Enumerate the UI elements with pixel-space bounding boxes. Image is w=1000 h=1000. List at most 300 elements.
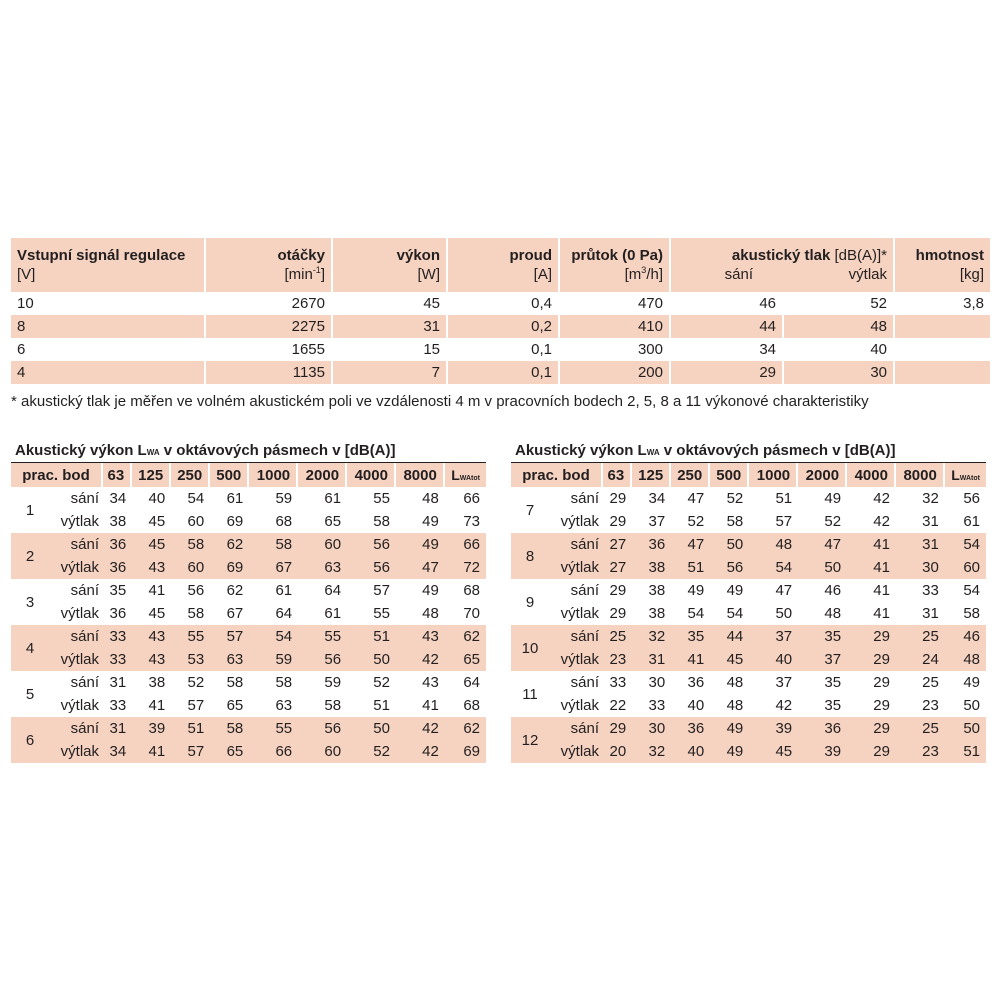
value-cell: 48 xyxy=(422,490,439,507)
value-cell: 55 xyxy=(324,628,342,645)
value-cell: 37 xyxy=(648,513,666,530)
value-cell: 41 xyxy=(873,559,890,576)
value-cell: 36 xyxy=(109,559,127,576)
value-cell: 29 xyxy=(873,697,890,714)
value-cell: 65 xyxy=(463,651,480,668)
value-cell: 59 xyxy=(275,651,293,668)
cell-signal: 8 xyxy=(11,315,206,338)
value-cell: 30 xyxy=(648,674,666,691)
cell-current: 0,1 xyxy=(448,361,560,384)
value-cell: 54 xyxy=(726,605,744,622)
value-cell: 40 xyxy=(775,651,793,668)
value-cell: 61 xyxy=(324,490,342,507)
performance-header-row xyxy=(11,238,990,292)
point-number: 9 xyxy=(525,593,535,611)
value-cell: 38 xyxy=(648,559,666,576)
value-cell: 34 xyxy=(109,490,127,507)
value-cell: 48 xyxy=(726,674,744,691)
value-cell: 61 xyxy=(275,582,293,599)
value-cell: 32 xyxy=(648,628,666,645)
value-cell: 49 xyxy=(726,582,744,599)
value-cell: 45 xyxy=(148,536,166,553)
value-cell: 33 xyxy=(109,697,127,714)
mode-label: výtlak xyxy=(560,697,599,714)
value-cell: 29 xyxy=(873,720,890,737)
mode-label: výtlak xyxy=(60,605,99,622)
value-cell: 45 xyxy=(148,605,166,622)
value-cell: 58 xyxy=(726,513,744,530)
mode-label: sání xyxy=(70,628,99,645)
value-cell: 41 xyxy=(422,697,439,714)
value-cell: 54 xyxy=(963,536,980,553)
table-row xyxy=(11,717,486,740)
value-cell: 46 xyxy=(963,628,980,645)
acoustic-title-left: Akustický výkon LWA v oktávových pásmech v [dB(A)] xyxy=(11,440,486,463)
table-row xyxy=(511,694,986,717)
acoustic-grid-left xyxy=(11,463,486,763)
cell-suction: 34 xyxy=(671,338,784,361)
cell-current: 0,1 xyxy=(448,338,560,361)
table-row xyxy=(511,671,986,694)
value-cell: 34 xyxy=(648,490,666,507)
value-cell: 25 xyxy=(922,720,939,737)
acoustic-header-row xyxy=(511,463,986,487)
header-band: 4000 xyxy=(847,463,896,487)
value-cell: 51 xyxy=(373,628,390,645)
header-band: 8000 xyxy=(396,463,445,487)
value-cell: 43 xyxy=(148,628,166,645)
value-cell: 41 xyxy=(873,536,890,553)
table-row xyxy=(11,671,486,694)
value-cell: 69 xyxy=(226,559,244,576)
mode-label: sání xyxy=(570,490,599,507)
value-cell: 29 xyxy=(873,651,890,668)
acoustic-table-right xyxy=(511,440,986,763)
value-cell: 58 xyxy=(324,697,342,714)
value-cell: 29 xyxy=(609,720,627,737)
value-cell: 33 xyxy=(648,697,666,714)
table-row xyxy=(11,579,486,602)
cell-discharge: 48 xyxy=(784,315,895,338)
cell-signal: 10 xyxy=(11,292,206,315)
value-cell: 57 xyxy=(187,743,205,760)
mode-label: výtlak xyxy=(60,743,99,760)
value-cell: 70 xyxy=(463,605,480,622)
value-cell: 30 xyxy=(648,720,666,737)
value-cell: 27 xyxy=(609,536,627,553)
cell-flow: 300 xyxy=(560,338,671,361)
value-cell: 36 xyxy=(109,605,127,622)
header-signal: Vstupní signál regulace [V] xyxy=(11,238,206,292)
value-cell: 64 xyxy=(463,674,480,691)
value-cell: 42 xyxy=(873,513,890,530)
value-cell: 58 xyxy=(275,536,293,553)
value-cell: 56 xyxy=(726,559,744,576)
value-cell: 57 xyxy=(775,513,793,530)
value-cell: 49 xyxy=(687,582,705,599)
value-cell: 50 xyxy=(373,720,390,737)
value-cell: 35 xyxy=(824,628,842,645)
value-cell: 43 xyxy=(148,651,166,668)
value-cell: 49 xyxy=(422,536,439,553)
mode-label: výtlak xyxy=(60,697,99,714)
value-cell: 43 xyxy=(148,559,166,576)
value-cell: 42 xyxy=(422,743,439,760)
point-number: 1 xyxy=(25,501,35,519)
table-row xyxy=(511,602,986,625)
value-cell: 55 xyxy=(275,720,293,737)
point-number: 5 xyxy=(25,685,35,703)
value-cell: 60 xyxy=(324,743,342,760)
value-cell: 29 xyxy=(609,513,627,530)
value-cell: 36 xyxy=(824,720,842,737)
header-band: 125 xyxy=(632,463,671,487)
cell-current: 0,2 xyxy=(448,315,560,338)
cell-weight xyxy=(895,361,990,384)
mode-label: výtlak xyxy=(560,605,599,622)
header-sound-pressure: akustický tlak [dB(A)]* sání výtlak xyxy=(671,238,895,292)
header-total: LWAtot xyxy=(451,466,480,483)
value-cell: 72 xyxy=(463,559,480,576)
mode-label: výtlak xyxy=(560,651,599,668)
value-cell: 56 xyxy=(373,536,390,553)
value-cell: 68 xyxy=(275,513,293,530)
value-cell: 29 xyxy=(873,628,890,645)
table-row xyxy=(511,510,986,533)
value-cell: 62 xyxy=(463,720,480,737)
header-total: LWAtot xyxy=(951,466,980,483)
value-cell: 49 xyxy=(726,720,744,737)
table-row xyxy=(11,292,990,315)
mode-label: výtlak xyxy=(60,559,99,576)
value-cell: 24 xyxy=(922,651,939,668)
value-cell: 47 xyxy=(687,536,705,553)
table-row xyxy=(11,487,486,510)
value-cell: 64 xyxy=(324,582,342,599)
value-cell: 35 xyxy=(824,697,842,714)
value-cell: 23 xyxy=(922,697,939,714)
cell-rpm: 1655 xyxy=(206,338,333,361)
value-cell: 32 xyxy=(648,743,666,760)
value-cell: 43 xyxy=(422,674,439,691)
value-cell: 58 xyxy=(963,605,980,622)
mode-label: sání xyxy=(70,536,99,553)
cell-discharge: 40 xyxy=(784,338,895,361)
mode-label: výtlak xyxy=(60,513,99,530)
value-cell: 35 xyxy=(109,582,127,599)
table-row xyxy=(511,556,986,579)
value-cell: 63 xyxy=(226,651,244,668)
cell-discharge: 30 xyxy=(784,361,895,384)
value-cell: 41 xyxy=(873,605,890,622)
value-cell: 54 xyxy=(963,582,980,599)
acoustic-grid-right xyxy=(511,463,986,763)
header-band: 1000 xyxy=(749,463,798,487)
cell-weight xyxy=(895,338,990,361)
value-cell: 52 xyxy=(373,743,390,760)
value-cell: 30 xyxy=(922,559,939,576)
value-cell: 55 xyxy=(373,605,390,622)
value-cell: 68 xyxy=(463,697,480,714)
value-cell: 51 xyxy=(775,490,793,507)
value-cell: 61 xyxy=(963,513,980,530)
acoustic-title-right: Akustický výkon LWA v oktávových pásmech v [dB(A)] xyxy=(511,440,986,463)
value-cell: 42 xyxy=(873,490,890,507)
value-cell: 29 xyxy=(609,605,627,622)
header-weight: hmotnost [kg] xyxy=(915,247,984,283)
value-cell: 29 xyxy=(873,743,890,760)
value-cell: 31 xyxy=(109,674,127,691)
value-cell: 25 xyxy=(609,628,627,645)
value-cell: 51 xyxy=(187,720,205,737)
value-cell: 29 xyxy=(609,490,627,507)
header-point: prac. bod xyxy=(511,463,603,487)
value-cell: 60 xyxy=(324,536,342,553)
mode-label: sání xyxy=(570,628,599,645)
value-cell: 47 xyxy=(687,490,705,507)
header-flow: průtok (0 Pa) $[m^3/h]$ xyxy=(560,238,671,292)
cell-rpm: 2275 xyxy=(206,315,333,338)
value-cell: 69 xyxy=(226,513,244,530)
value-cell: 29 xyxy=(873,674,890,691)
table-row xyxy=(11,556,486,579)
point-number: 4 xyxy=(25,639,35,657)
header-band: 2000 xyxy=(798,463,847,487)
value-cell: 56 xyxy=(187,582,205,599)
value-cell: 62 xyxy=(226,582,244,599)
value-cell: 61 xyxy=(324,605,342,622)
value-cell: 27 xyxy=(609,559,627,576)
value-cell: 43 xyxy=(422,628,439,645)
value-cell: 66 xyxy=(463,536,480,553)
table-row xyxy=(511,533,986,556)
value-cell: 45 xyxy=(775,743,793,760)
value-cell: 41 xyxy=(148,697,166,714)
acoustic-table-left xyxy=(11,440,486,763)
value-cell: 62 xyxy=(226,536,244,553)
value-cell: 53 xyxy=(187,651,205,668)
value-cell: 22 xyxy=(609,697,627,714)
value-cell: 58 xyxy=(187,605,205,622)
value-cell: 31 xyxy=(922,605,939,622)
mode-label: sání xyxy=(70,720,99,737)
table-row xyxy=(511,487,986,510)
value-cell: 52 xyxy=(726,490,744,507)
footnote: * akustický tlak je měřen ve volném akustickém poli ve vzdálenosti 4 m v pracovních bodech 2, 5, 8 a 11 výkonové charakteristiky xyxy=(11,393,869,410)
value-cell: 45 xyxy=(148,513,166,530)
value-cell: 36 xyxy=(109,536,127,553)
value-cell: 58 xyxy=(275,674,293,691)
mode-label: sání xyxy=(570,536,599,553)
value-cell: 65 xyxy=(324,513,342,530)
value-cell: 58 xyxy=(187,536,205,553)
value-cell: 37 xyxy=(824,651,842,668)
cell-rpm: 2670 xyxy=(206,292,333,315)
value-cell: 51 xyxy=(373,697,390,714)
value-cell: 67 xyxy=(226,605,244,622)
value-cell: 35 xyxy=(687,628,705,645)
value-cell: 42 xyxy=(422,720,439,737)
value-cell: 39 xyxy=(824,743,842,760)
header-band: 500 xyxy=(710,463,749,487)
value-cell: 36 xyxy=(687,720,705,737)
value-cell: 59 xyxy=(324,674,342,691)
table-row xyxy=(11,361,990,384)
value-cell: 36 xyxy=(648,536,666,553)
point-number: 8 xyxy=(525,547,535,565)
cell-weight xyxy=(895,315,990,338)
cell-power: 7 xyxy=(333,361,448,384)
value-cell: 62 xyxy=(463,628,480,645)
cell-signal: 4 xyxy=(11,361,206,384)
header-band: 250 xyxy=(671,463,710,487)
mode-label: výtlak xyxy=(560,559,599,576)
value-cell: 56 xyxy=(324,720,342,737)
value-cell: 23 xyxy=(609,651,627,668)
cell-suction: 46 xyxy=(671,292,784,315)
value-cell: 40 xyxy=(148,490,166,507)
value-cell: 31 xyxy=(648,651,666,668)
value-cell: 47 xyxy=(775,582,793,599)
value-cell: 41 xyxy=(148,743,166,760)
cell-power: 31 xyxy=(333,315,448,338)
value-cell: 57 xyxy=(373,582,390,599)
header-band: 1000 xyxy=(249,463,298,487)
mode-label: výtlak xyxy=(560,513,599,530)
value-cell: 37 xyxy=(775,628,793,645)
value-cell: 38 xyxy=(648,582,666,599)
value-cell: 48 xyxy=(726,697,744,714)
mode-label: sání xyxy=(570,582,599,599)
value-cell: 52 xyxy=(373,674,390,691)
header-current: proud [A] xyxy=(448,238,560,292)
value-cell: 41 xyxy=(148,582,166,599)
value-cell: 41 xyxy=(687,651,705,668)
value-cell: 63 xyxy=(275,697,293,714)
value-cell: 65 xyxy=(226,697,244,714)
value-cell: 52 xyxy=(687,513,705,530)
cell-discharge: 52 xyxy=(784,292,895,315)
table-row xyxy=(511,579,986,602)
value-cell: 29 xyxy=(609,582,627,599)
mode-label: sání xyxy=(70,674,99,691)
value-cell: 54 xyxy=(687,605,705,622)
header-band: 250 xyxy=(171,463,210,487)
value-cell: 48 xyxy=(775,536,793,553)
value-cell: 66 xyxy=(463,490,480,507)
table-row xyxy=(511,717,986,740)
value-cell: 50 xyxy=(963,697,980,714)
value-cell: 37 xyxy=(775,674,793,691)
value-cell: 51 xyxy=(963,743,980,760)
mode-label: sání xyxy=(570,720,599,737)
value-cell: 47 xyxy=(422,559,439,576)
value-cell: 48 xyxy=(963,651,980,668)
cell-power: 15 xyxy=(333,338,448,361)
value-cell: 56 xyxy=(963,490,980,507)
value-cell: 38 xyxy=(648,605,666,622)
value-cell: 51 xyxy=(687,559,705,576)
value-cell: 60 xyxy=(187,513,205,530)
mode-label: sání xyxy=(70,582,99,599)
cell-suction: 29 xyxy=(671,361,784,384)
value-cell: 33 xyxy=(609,674,627,691)
value-cell: 50 xyxy=(726,536,744,553)
value-cell: 25 xyxy=(922,674,939,691)
value-cell: 42 xyxy=(422,651,439,668)
table-row xyxy=(11,740,486,763)
value-cell: 32 xyxy=(922,490,939,507)
value-cell: 50 xyxy=(775,605,793,622)
value-cell: 58 xyxy=(373,513,390,530)
value-cell: 36 xyxy=(687,674,705,691)
value-cell: 54 xyxy=(275,628,293,645)
table-row xyxy=(11,315,990,338)
acoustic-header-row xyxy=(11,463,486,487)
value-cell: 58 xyxy=(226,674,244,691)
table-row xyxy=(11,338,990,361)
value-cell: 55 xyxy=(373,490,390,507)
point-number: 3 xyxy=(25,593,35,611)
value-cell: 39 xyxy=(775,720,793,737)
value-cell: 33 xyxy=(109,628,127,645)
value-cell: 49 xyxy=(422,582,439,599)
value-cell: 50 xyxy=(963,720,980,737)
mode-label: výtlak xyxy=(60,651,99,668)
point-number: 12 xyxy=(521,731,539,749)
value-cell: 35 xyxy=(824,674,842,691)
value-cell: 57 xyxy=(187,697,205,714)
value-cell: 41 xyxy=(873,582,890,599)
value-cell: 58 xyxy=(226,720,244,737)
table-row xyxy=(511,648,986,671)
performance-table xyxy=(11,238,990,384)
value-cell: 46 xyxy=(824,582,842,599)
value-cell: 50 xyxy=(373,651,390,668)
value-cell: 48 xyxy=(824,605,842,622)
value-cell: 63 xyxy=(324,559,342,576)
cell-flow: 200 xyxy=(560,361,671,384)
table-row xyxy=(11,602,486,625)
cell-weight: 3,8 xyxy=(963,295,984,312)
value-cell: 50 xyxy=(824,559,842,576)
header-point: prac. bod xyxy=(11,463,103,487)
table-row xyxy=(11,625,486,648)
header-band: 125 xyxy=(132,463,171,487)
point-number: 10 xyxy=(521,639,539,657)
value-cell: 54 xyxy=(187,490,205,507)
cell-suction: 44 xyxy=(671,315,784,338)
cell-signal: 6 xyxy=(11,338,206,361)
value-cell: 69 xyxy=(463,743,480,760)
header-band: 8000 xyxy=(896,463,945,487)
table-row xyxy=(11,648,486,671)
value-cell: 59 xyxy=(275,490,293,507)
point-number: 2 xyxy=(25,547,35,565)
value-cell: 67 xyxy=(275,559,293,576)
value-cell: 33 xyxy=(922,582,939,599)
value-cell: 38 xyxy=(109,513,127,530)
value-cell: 25 xyxy=(922,628,939,645)
value-cell: 49 xyxy=(726,743,744,760)
value-cell: 40 xyxy=(687,743,705,760)
value-cell: 61 xyxy=(226,490,244,507)
header-band: 63 xyxy=(603,463,632,487)
value-cell: 40 xyxy=(687,697,705,714)
table-row xyxy=(11,694,486,717)
value-cell: 52 xyxy=(824,513,842,530)
value-cell: 42 xyxy=(775,697,793,714)
